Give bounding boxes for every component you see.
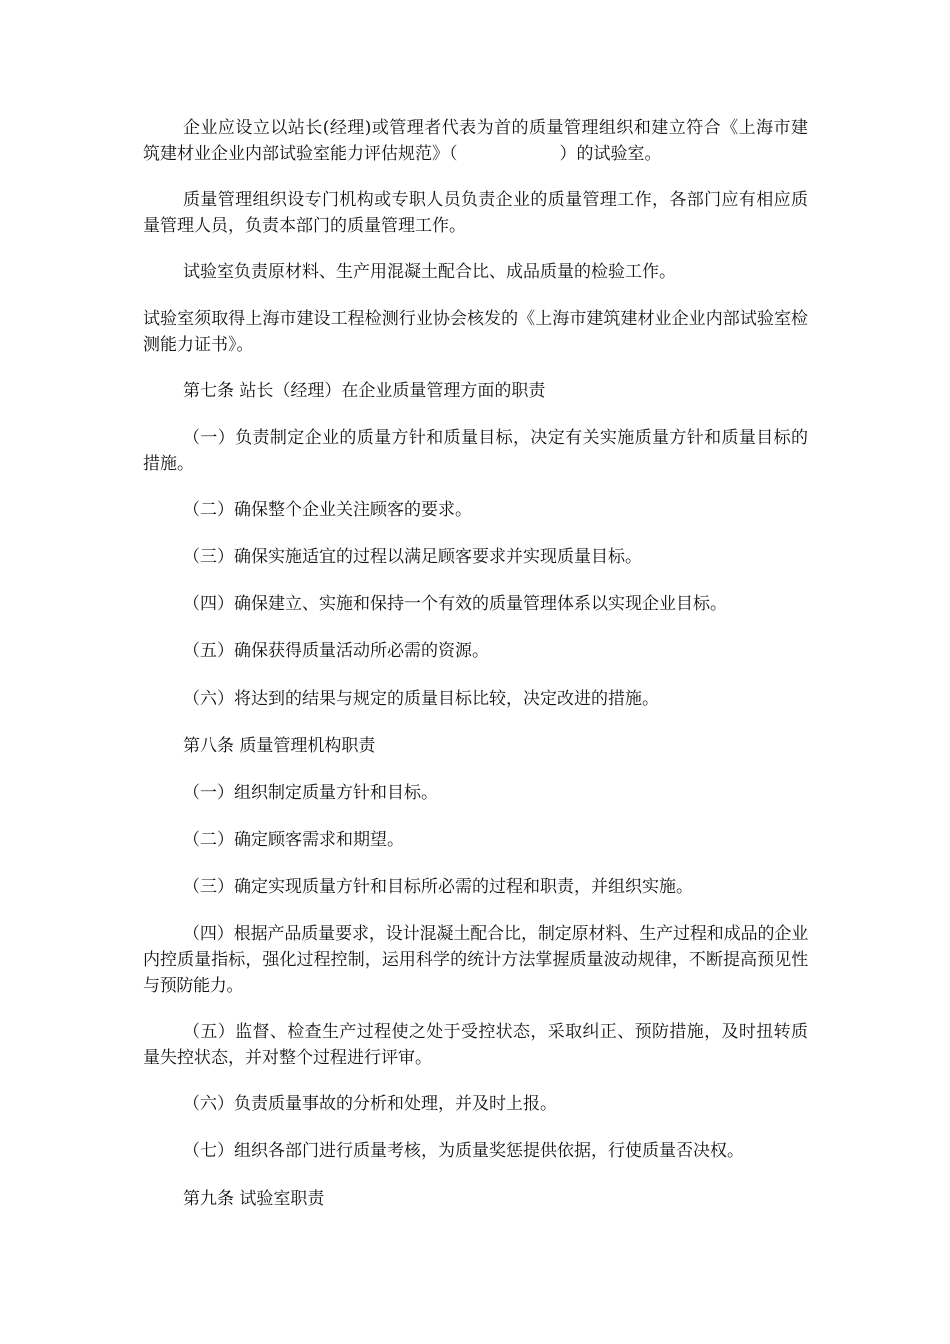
article-7-item-5: （五）确保获得质量活动所必需的资源。 — [183, 641, 489, 661]
article-8-item-1: （一）组织制定质量方针和目标。 — [183, 783, 438, 803]
article-7-item-1: （一）负责制定企业的质量方针和质量目标，决定有关实施质量方针和质量目标的措施。 — [143, 428, 808, 474]
article-8-item-4: （四）根据产品质量要求，设计混凝土配合比，制定原材料、生产过程和成品的企业内控质量指标，强化过程控制，运用科学的统计方法掌握质量波动规律，不断提高预见性与预防能力。 — [143, 924, 808, 996]
heading-article-8: 第八条 质量管理机构职责 — [183, 736, 376, 756]
paragraph-quality-organization: 企业应设立以站长(经理)或管理者代表为首的质量管理组织和建立符合《上海市建筑建材业企业内部试验室能力评估规范》（ ）的试验室。 — [143, 118, 808, 164]
article-8-item-3: （三）确定实现质量方针和目标所必需的过程和职责，并组织实施。 — [183, 877, 693, 897]
paragraph-lab-certificate: 试验室须取得上海市建设工程检测行业协会核发的《上海市建筑建材业企业内部试验室检测能力证书》。 — [143, 309, 808, 355]
article-7-item-4: （四）确保建立、实施和保持一个有效的质量管理体系以实现企业目标。 — [183, 594, 727, 614]
article-8-item-6: （六）负责质量事故的分析和处理，并及时上报。 — [183, 1094, 557, 1114]
article-8-item-5: （五）监督、检查生产过程使之处于受控状态，采取纠正、预防措施，及时扭转质量失控状态，并对整个过程进行评审。 — [143, 1022, 808, 1068]
paragraph-quality-staff: 质量管理组织设专门机构或专职人员负责企业的质量管理工作，各部门应有相应质量管理人员，负责本部门的质量管理工作。 — [143, 190, 808, 236]
heading-article-9: 第九条 试验室职责 — [183, 1189, 325, 1209]
heading-article-7: 第七条 站长（经理）在企业质量管理方面的职责 — [183, 381, 546, 401]
article-8-item-7: （七）组织各部门进行质量考核，为质量奖惩提供依据，行使质量否决权。 — [183, 1141, 744, 1161]
article-7-item-2: （二）确保整个企业关注顾客的要求。 — [183, 500, 472, 520]
article-8-item-2: （二）确定顾客需求和期望。 — [183, 830, 404, 850]
paragraph-lab-inspection: 试验室负责原材料、生产用混凝土配合比、成品质量的检验工作。 — [183, 262, 676, 282]
article-7-item-3: （三）确保实施适宜的过程以满足顾客要求并实现质量目标。 — [183, 547, 642, 567]
article-7-item-6: （六）将达到的结果与规定的质量目标比较，决定改进的措施。 — [183, 689, 659, 709]
